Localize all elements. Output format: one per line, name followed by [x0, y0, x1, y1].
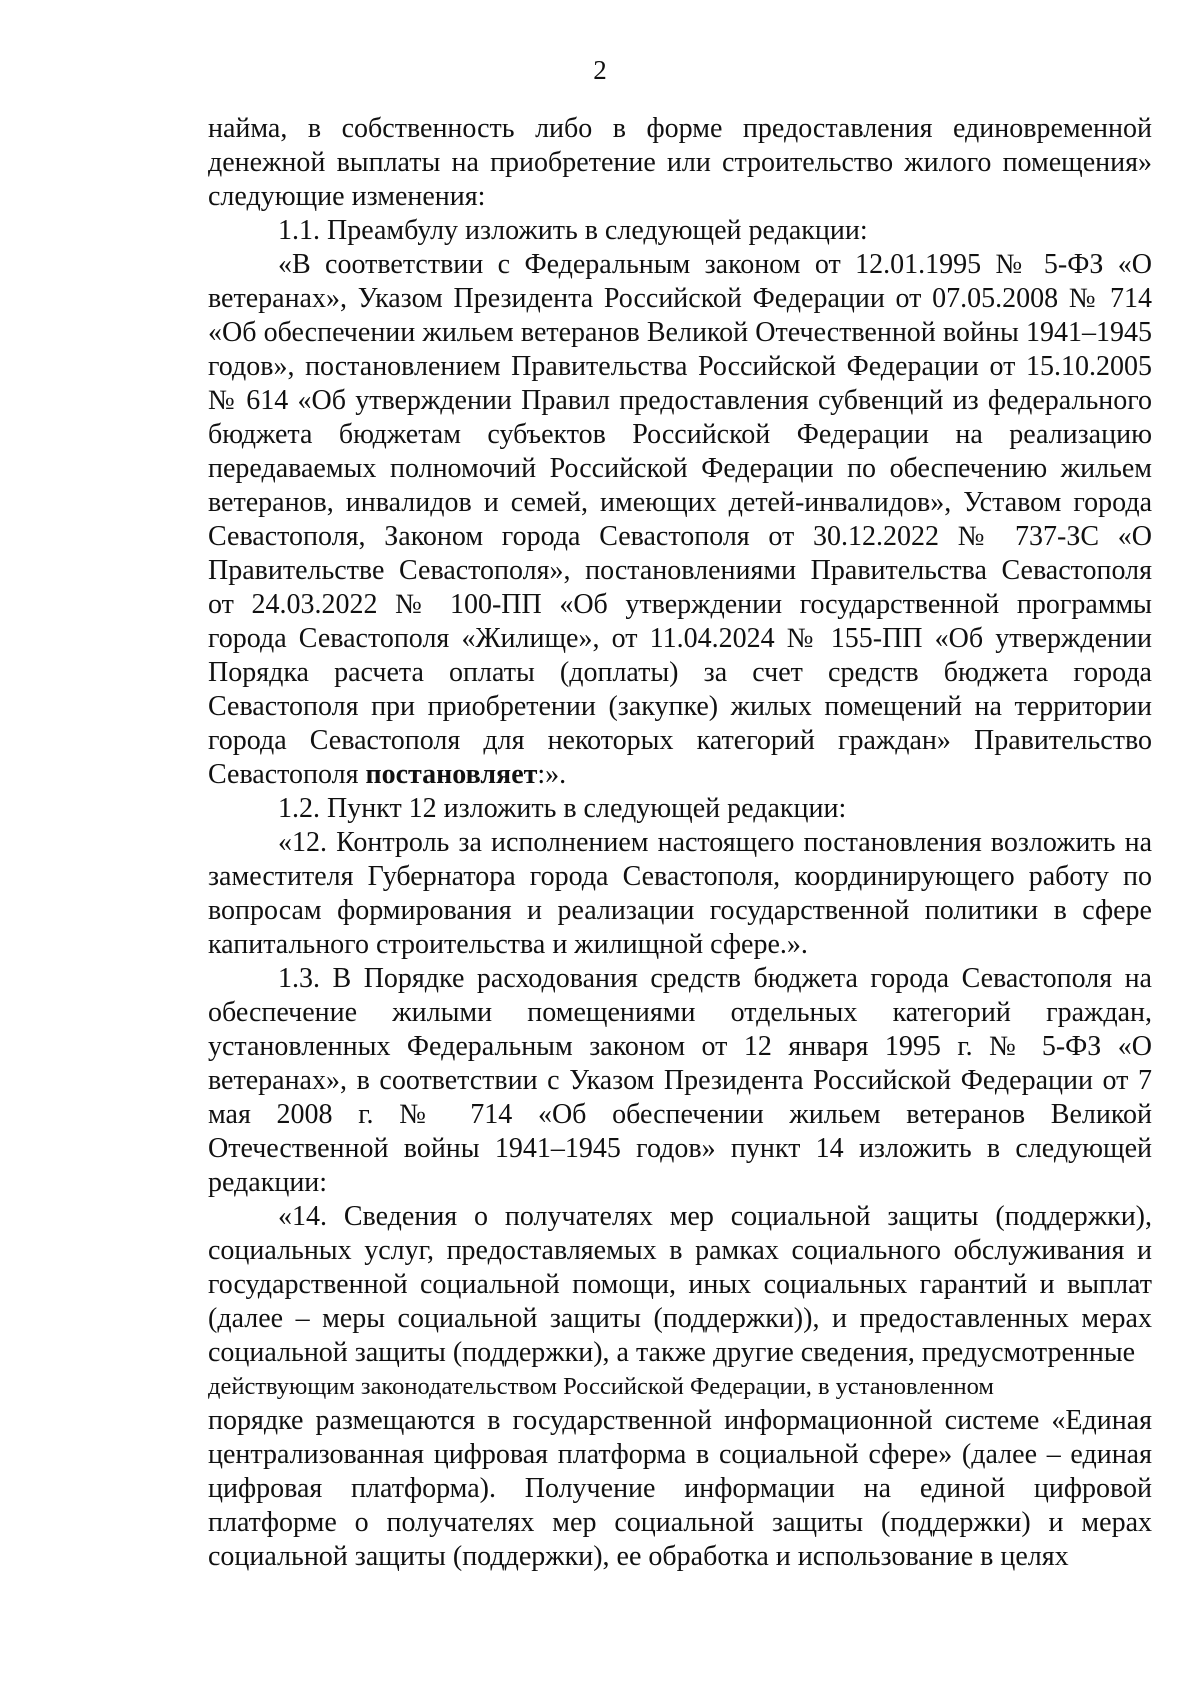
- paragraph-point-14-line: действующим законодательством Российской Федерации, в установленном: [208, 1373, 994, 1400]
- paragraph-point-14: «14. Сведения о получателях мер социальной защиты (поддержки), социальных услуг, предоставляемых в рамках социального обслуживания и государственной социальной помощи, иных социальных гарантий и выплат (далее – меры социальной защиты (поддержки)), и предоставленных мерах социальной защиты (поддержки), а также другие сведения, предусмотренные: [208, 1201, 1152, 1368]
- paragraph-point-12: «12. Контроль за исполнением настоящего постановления возложить на заместителя Губернатора города Севастополя, координирующего работу по вопросам формирования и реализации государственной политики в сфере капитального строительства и жилищной сфере.».: [208, 827, 1152, 960]
- bold-decree-word: постановляет: [365, 759, 538, 790]
- paragraph-item-1-1: 1.1. Преамбулу изложить в следующей редакции:: [278, 215, 868, 246]
- page-number: 2: [593, 55, 607, 85]
- paragraph-point-14-cont: порядке размещаются в государственной информационной системе «Единая централизованная цифровая платформа в социальной сфере» (далее – единая цифровая платформа). Получение информации на единой цифровой платформе о получателях мер социальной защиты (поддержки) и мерах социальной защиты (поддержки), ее обработка и использование в целях: [208, 1405, 1152, 1572]
- preamble-tail: :».: [537, 759, 567, 790]
- preamble-text: «В соответствии с Федеральным законом от 12.01.1995 № 5-ФЗ «О ветеранах», Указом Президента Российской Федерации от 07.05.2008 № 714 «Об обеспечении жильем ветеранов Великой Отечественной войны 1941–1945 годов», постановлением Правительства Российской Федерации от 15.10.2005 № 614 «Об утверждении Правил предоставления субвенций из федерального бюджета бюджетам субъектов Российской Федерации на реализацию передаваемых полномочий Российской Федерации по обеспечению жильем ветеранов, инвалидов и семей, имеющих детей-инвалидов», Уставом города Севастополя, Законом города Севастополя от 30.12.2022 № 737-ЗС «О Правительстве Севастополя», постановлениями Правительства Севастополя от 24.03.2022 № 100-ПП «Об утверждении государственной программы города Севастополя «Жилище», от 11.04.2024 № 155-ПП «Об утверждении Порядка расчета оплаты (доплаты) за счет средств бюджета города Севастополя при приобретении (закупке) жилых помещений на территории города Севастополя для некоторых категорий граждан» Правительство Севастополя: [208, 249, 1152, 790]
- paragraph-preamble: [208, 248, 1152, 792]
- document-body: [208, 112, 1152, 1574]
- paragraph-intro: найма, в собственность либо в форме предоставления единовременной денежной выплаты на приобретение или строительство жилого помещения» следующие изменения:: [208, 113, 1152, 212]
- paragraph-item-1-3: 1.3. В Порядке расходования средств бюджета города Севастополя на обеспечение жилыми помещениями отдельных категорий граждан, установленных Федеральным законом от 12 января 1995 г. № 5-ФЗ «О ветеранах», в соответствии с Указом Президента Российской Федерации от 7 мая 2008 г. № 714 «Об обеспечении жильем ветеранов Великой Отечественной войны 1941–1945 годов» пункт 14 изложить в следующей редакции:: [208, 963, 1152, 1198]
- paragraph-item-1-2: 1.2. Пункт 12 изложить в следующей редакции:: [278, 793, 847, 824]
